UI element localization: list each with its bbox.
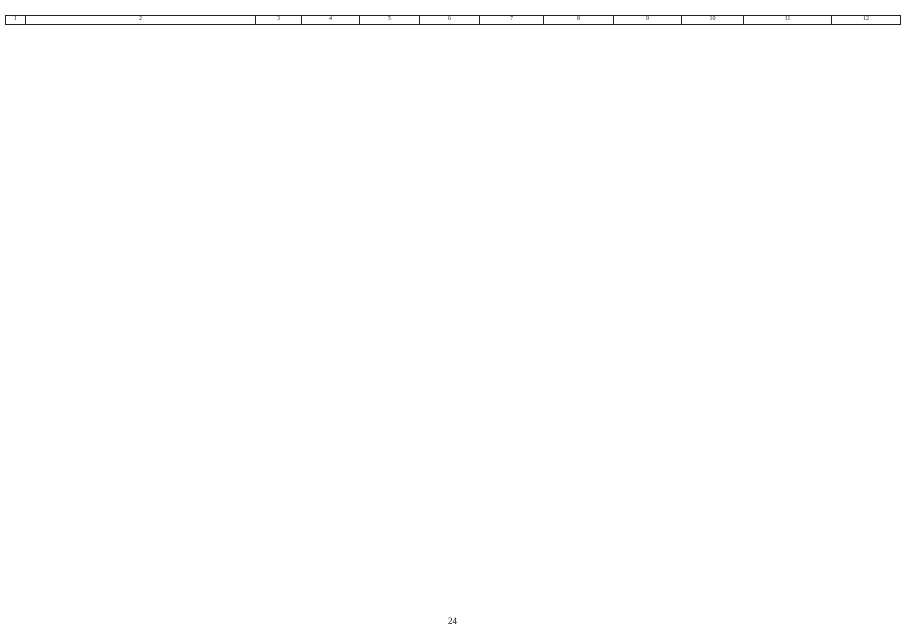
col-4-header: 4 bbox=[302, 16, 360, 25]
col-5-header: 5 bbox=[360, 16, 420, 25]
column-number-row bbox=[6, 16, 901, 25]
col-12-header: 12 bbox=[832, 16, 901, 25]
col-7-header: 7 bbox=[480, 16, 544, 25]
col-3-header: 3 bbox=[256, 16, 302, 25]
col-10-header: 10 bbox=[682, 16, 744, 25]
col-9-header: 9 bbox=[614, 16, 682, 25]
col-6-header: 6 bbox=[420, 16, 480, 25]
col-2-header: 2 bbox=[26, 16, 256, 25]
page-number: 24 bbox=[448, 616, 457, 626]
col-8-header: 8 bbox=[544, 16, 614, 25]
report-table-container bbox=[5, 15, 900, 25]
report-table bbox=[5, 15, 901, 25]
col-11-header: 11 bbox=[744, 16, 832, 25]
col-1-header: 1 bbox=[6, 16, 26, 25]
